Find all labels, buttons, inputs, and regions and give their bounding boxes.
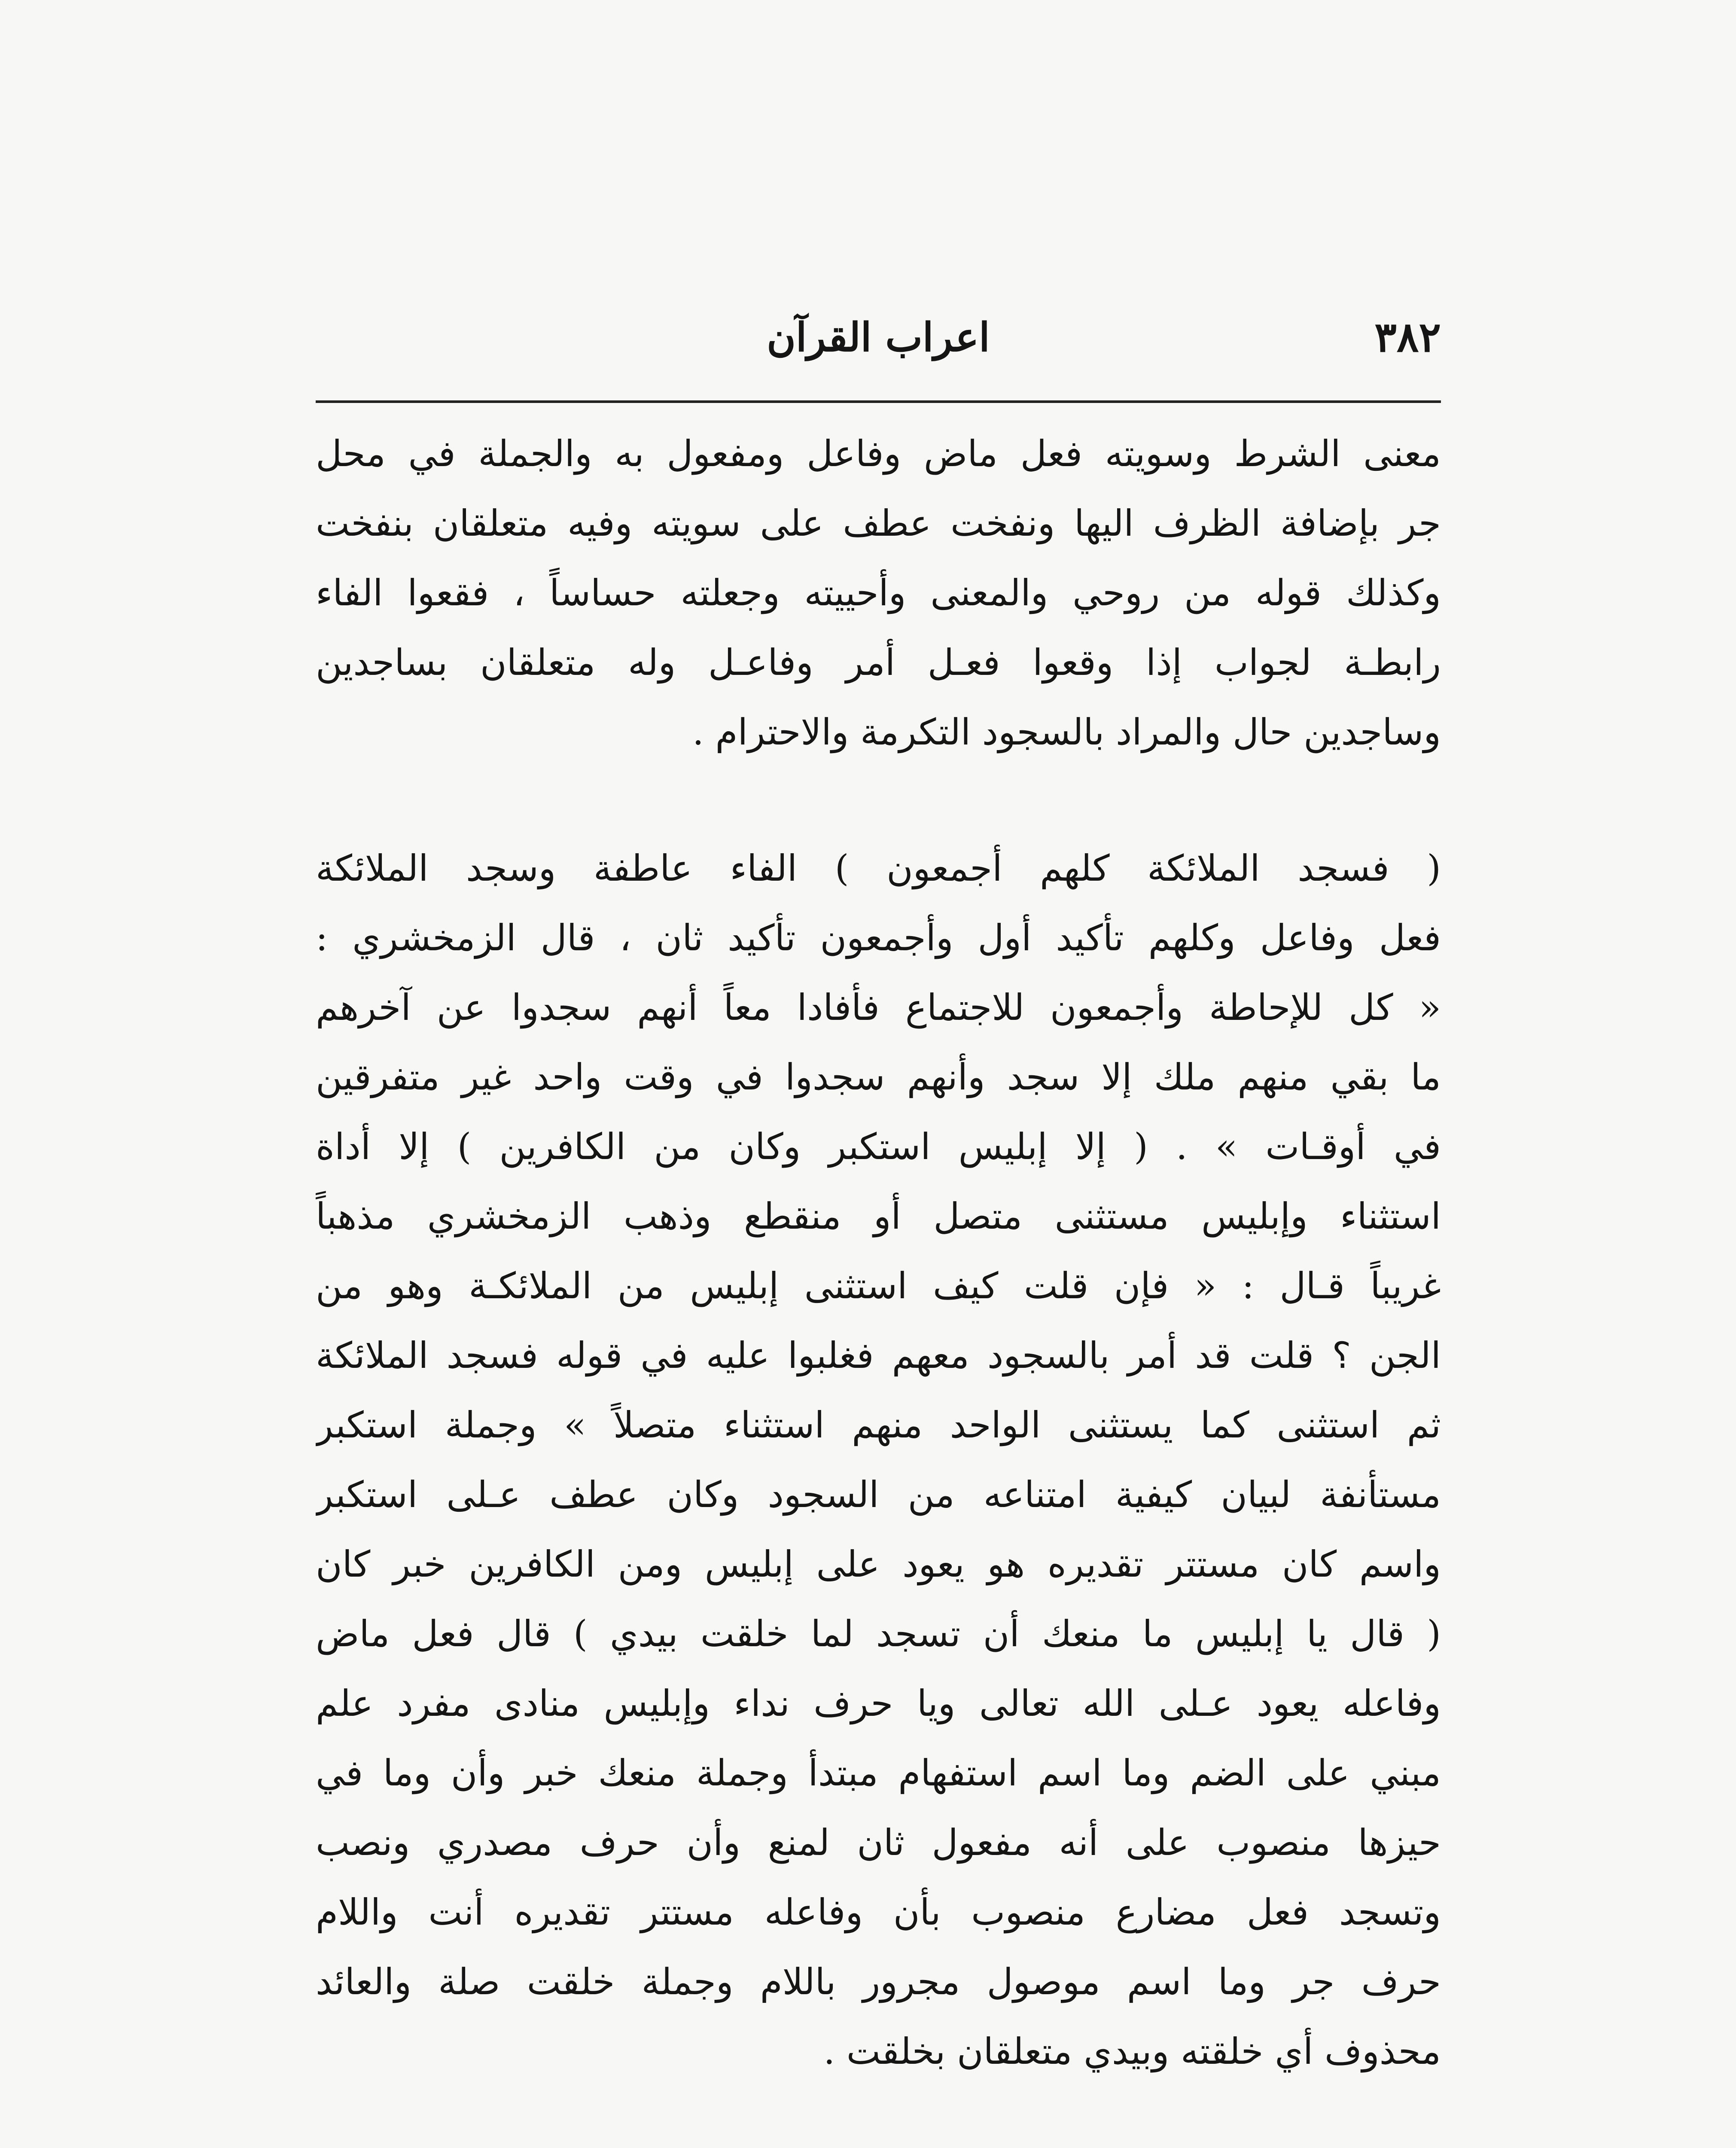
text-line: « كل للإحاطة وأجمعون للاجتماع فأفادا معاً أنهم سجدوا عن آخرهم bbox=[316, 986, 1441, 1028]
text-line: وكذلك قوله من روحي والمعنى وأحييته وجعلته حساساً ، فقعوا الفاء bbox=[316, 572, 1441, 614]
page-number: ٣٨٢ bbox=[1374, 313, 1441, 361]
text-line: ثم استثنى كما يستثنى الواحد منهم استثناء متصلاً » وجملة استكبر bbox=[316, 1404, 1441, 1446]
text-line: معنى الشرط وسويته فعل ماض وفاعل ومفعول به والجملة في محل bbox=[316, 433, 1441, 475]
text-line: استثناء وإبليس مستثنى متصل أو منقطع وذهب الزمخشري مذهباً bbox=[316, 1195, 1441, 1237]
text-line: ( قال يا إبليس ما منعك أن تسجد لما خلقت بيدي ) قال فعل ماض bbox=[316, 1613, 1441, 1655]
text-line: فعل وفاعل وكلهم تأكيد أول وأجمعون تأكيد ثان ، قال الزمخشري : bbox=[316, 917, 1441, 959]
text-line: مستأنفة لبيان كيفية امتناعه من السجود وكان عطف عـلى استكبر bbox=[316, 1474, 1441, 1516]
header-rule bbox=[316, 400, 1441, 403]
text-line: جر بإضافة الظرف اليها ونفخت عطف على سويته وفيه متعلقان بنفخت bbox=[316, 502, 1441, 544]
text-line: ( فسجد الملائكة كلهم أجمعون ) الفاء عاطفة وسجد الملائكة bbox=[316, 847, 1441, 889]
text-line: الجن ؟ قلت قد أمر بالسجود معهم فغلبوا عليه في قوله فسجد الملائكة bbox=[316, 1334, 1441, 1376]
text-line: ما بقي منهم ملك إلا سجد وأنهم سجدوا في وقت واحد غير متفرقين bbox=[316, 1056, 1441, 1098]
text-line: محذوف أي خلقته وبيدي متعلقان بخلقت . bbox=[823, 2030, 1441, 2072]
text-line: مبني على الضم وما اسم استفهام مبتدأ وجملة منعك خبر وأن وما في bbox=[316, 1752, 1441, 1794]
text-line: وتسجد فعل مضارع منصوب بأن وفاعله مستتر تقديره أنت واللام bbox=[316, 1891, 1441, 1933]
book-title: اعراب القرآن bbox=[767, 314, 990, 360]
running-header bbox=[316, 303, 1441, 372]
text-line: رابطـة لجواب إذا وقعوا فعـل أمر وفاعـل وله متعلقان بساجدين bbox=[316, 641, 1441, 683]
text-line: حيزها منصوب على أنه مفعول ثان لمنع وأن حرف مصدري ونصب bbox=[316, 1822, 1441, 1864]
text-line: في أوقـات » . ( إلا إبليس استكبر وكان من الكافرين ) إلا أداة bbox=[316, 1126, 1441, 1168]
text-line: وساجدين حال والمراد بالسجود التكرمة والاحترام . bbox=[692, 711, 1441, 753]
text-line: غريباً قـال : « فإن قلت كيف استثنى إبليس من الملائكـة وهو من bbox=[316, 1265, 1441, 1307]
paragraph-2 bbox=[316, 833, 1441, 2086]
text-line: حرف جر وما اسم موصول مجرور باللام وجملة خلقت صلة والعائد bbox=[316, 1961, 1441, 2003]
text-line: وفاعله يعود عـلى الله تعالى ويا حرف نداء وإبليس منادى مفرد علم bbox=[316, 1682, 1441, 1724]
text-line: واسم كان مستتر تقديره هو يعود على إبليس ومن الكافرين خبر كان bbox=[316, 1543, 1441, 1585]
paragraph-1 bbox=[316, 419, 1441, 767]
